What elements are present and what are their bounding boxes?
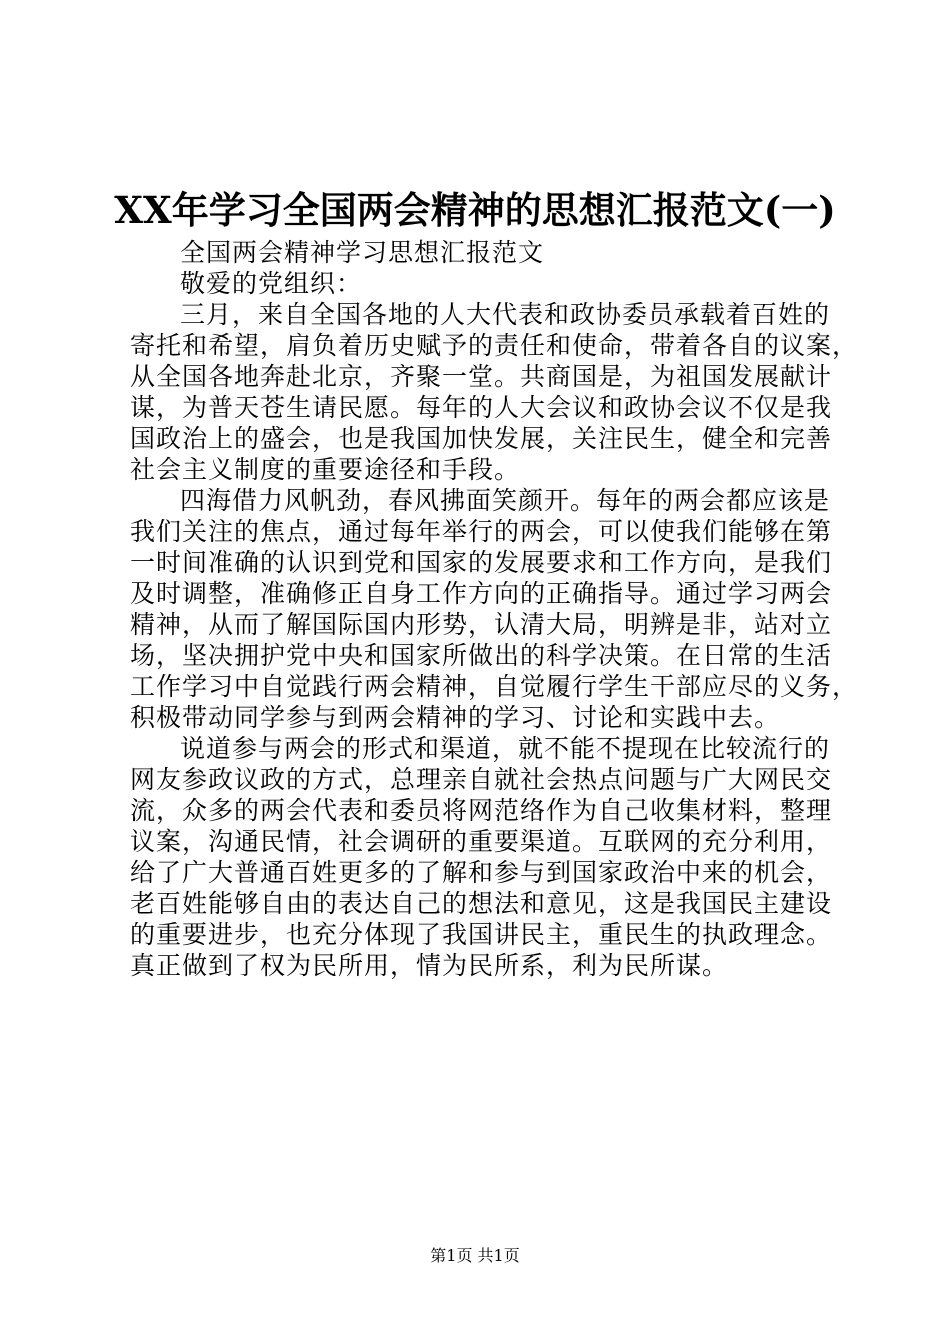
- paragraph-3: [130, 733, 833, 981]
- paragraph-line: 我们关注的焦点，通过每年举行的两会，可以使我们能够在第: [130, 517, 833, 546]
- paragraph-line: 从全国各地奔赴北京，齐聚一堂。共商国是，为祖国发展献计: [130, 362, 833, 391]
- paragraph-line: 流，众多的两会代表和委员将网范络作为自己收集材料，整理: [130, 796, 833, 825]
- paragraph-line: 一时间准确的认识到党和国家的发展要求和工作方向，是我们: [130, 548, 833, 577]
- paragraph-line: 谋，为普天苍生请民愿。每年的人大会议和政协会议不仅是我: [130, 393, 833, 422]
- paragraph-line: 三月，来自全国各地的人大代表和政协委员承载着百姓的: [180, 300, 831, 329]
- paragraph-line: 四海借力风帆劲，春风拂面笑颜开。每年的两会都应该是: [180, 486, 831, 515]
- paragraph-line: 真正做到了权为民所用，情为民所系，利为民所谋。: [130, 951, 729, 980]
- paragraph-line: 精神，从而了解国际国内形势，认清大局，明辨是非，站对立: [130, 610, 833, 639]
- document-body: [130, 237, 859, 981]
- paragraph-line: 的重要进步，也充分体现了我国讲民主，重民生的执政理念。: [130, 920, 833, 949]
- paragraph-2: [130, 485, 859, 733]
- paragraph-line: 工作学习中自觉践行两会精神，自觉履行学生干部应尽的义务，: [130, 672, 859, 701]
- page-footer: 第1页 共1页: [430, 1246, 520, 1265]
- paragraph-line: 议案，沟通民情，社会调研的重要渠道。互联网的充分利用，: [130, 827, 833, 856]
- paragraph-line: 积极带动同学参与到两会精神的学习、讨论和实践中去。: [130, 703, 781, 732]
- paragraph-line: 网友参政议政的方式，总理亲自就社会热点问题与广大网民交: [130, 765, 833, 794]
- document-title: XX年学习全国两会精神的思想汇报范文(一): [114, 188, 836, 232]
- paragraph-line: 说道参与两会的形式和渠道，就不能不提现在比较流行的: [180, 734, 831, 763]
- paragraph-1: [130, 299, 859, 485]
- paragraph-line: 场，坚决拥护党中央和国家所做出的科学决策。在日常的生活: [130, 641, 833, 670]
- paragraph-line: 寄托和希望，肩负着历史赋予的责任和使命，带着各自的议案，: [130, 331, 859, 360]
- document-subtitle: 全国两会精神学习思想汇报范文: [180, 238, 545, 267]
- salutation: 敬爱的党组织：: [180, 269, 363, 298]
- paragraph-line: 国政治上的盛会，也是我国加快发展，关注民生，健全和完善: [130, 424, 833, 453]
- paragraph-line: 及时调整，准确修正自身工作方向的正确指导。通过学习两会: [130, 579, 833, 608]
- paragraph-line: 给了广大普通百姓更多的了解和参与到国家政治中来的机会，: [130, 858, 833, 887]
- paragraph-line: 老百姓能够自由的表达自己的想法和意见，这是我国民主建设: [130, 889, 833, 918]
- paragraph-line: 社会主义制度的重要途径和手段。: [130, 455, 521, 484]
